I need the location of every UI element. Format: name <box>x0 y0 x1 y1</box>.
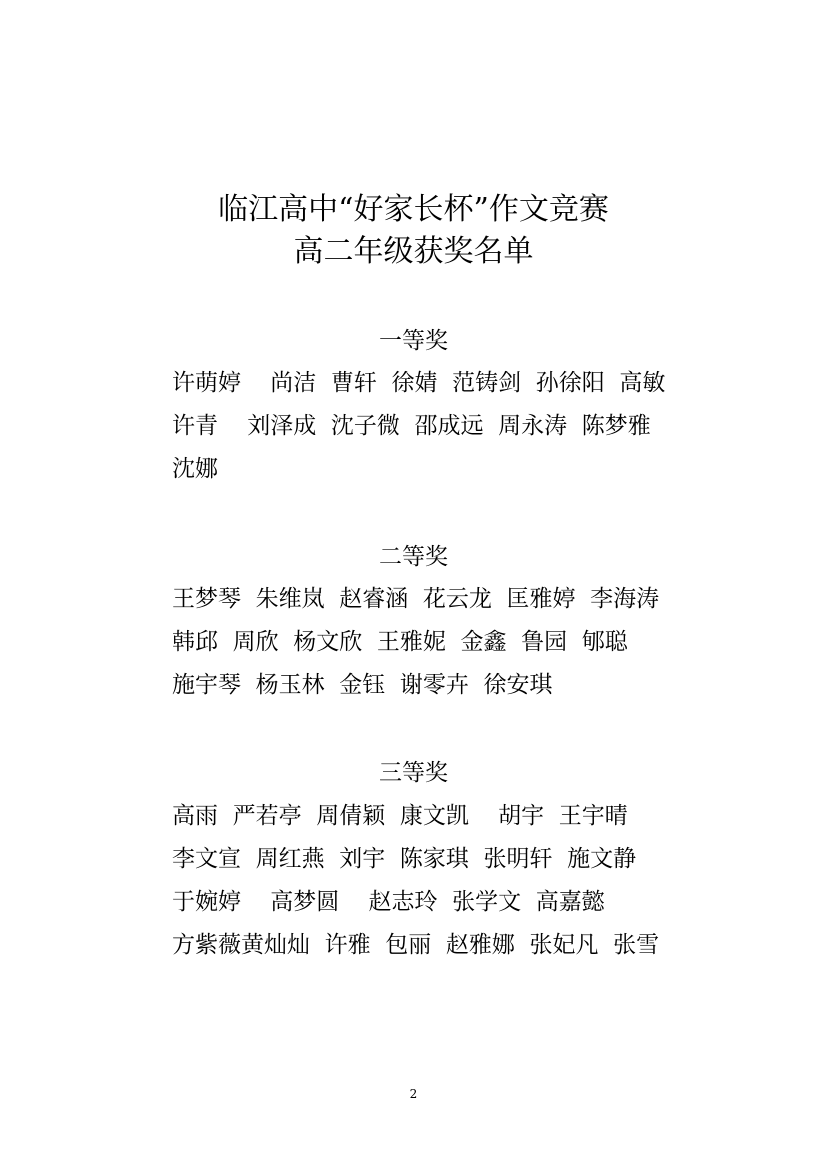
third-prize-names-line-1: 高雨 严若亭 周倩颖 康文凯 胡宇 王宇晴 <box>172 803 628 829</box>
document-title-line-2: 高二年级获奖名单 <box>293 234 534 269</box>
second-prize-names-line-1: 王梦琴 朱维岚 赵睿涵 花云龙 匡雅婷 李海涛 <box>172 586 660 612</box>
first-prize-heading: 一等奖 <box>379 328 448 354</box>
page-number: 2 <box>409 1087 418 1101</box>
second-prize-heading: 二等奖 <box>379 544 448 570</box>
third-prize-names-line-3: 于婉婷 高梦圆 赵志玲 张学文 高嘉懿 <box>172 889 605 915</box>
document-title-line-1: 临江高中“好家长杯”作文竞赛 <box>218 192 609 227</box>
third-prize-heading: 三等奖 <box>379 760 448 786</box>
second-prize-names-line-3: 施宇琴 杨玉林 金钰 谢零卉 徐安琪 <box>172 672 553 698</box>
first-prize-names-line-1: 许萌婷 尚洁 曹轩 徐婧 范铸剑 孙徐阳 高敏 <box>172 370 666 396</box>
second-prize-names-line-2: 韩邱 周欣 杨文欣 王雅妮 金鑫 鲁园 郇聪 <box>172 629 628 655</box>
third-prize-names-line-4: 方紫薇黄灿灿 许雅 包丽 赵雅娜 张妃凡 张雪 <box>172 932 660 958</box>
first-prize-names-line-2: 许青 刘泽成 沈子微 邵成远 周永涛 陈梦雅 <box>172 413 651 439</box>
third-prize-names-line-2: 李文宣 周红燕 刘宇 陈家琪 张明轩 施文静 <box>172 846 637 872</box>
first-prize-names-line-3: 沈娜 <box>172 456 218 482</box>
